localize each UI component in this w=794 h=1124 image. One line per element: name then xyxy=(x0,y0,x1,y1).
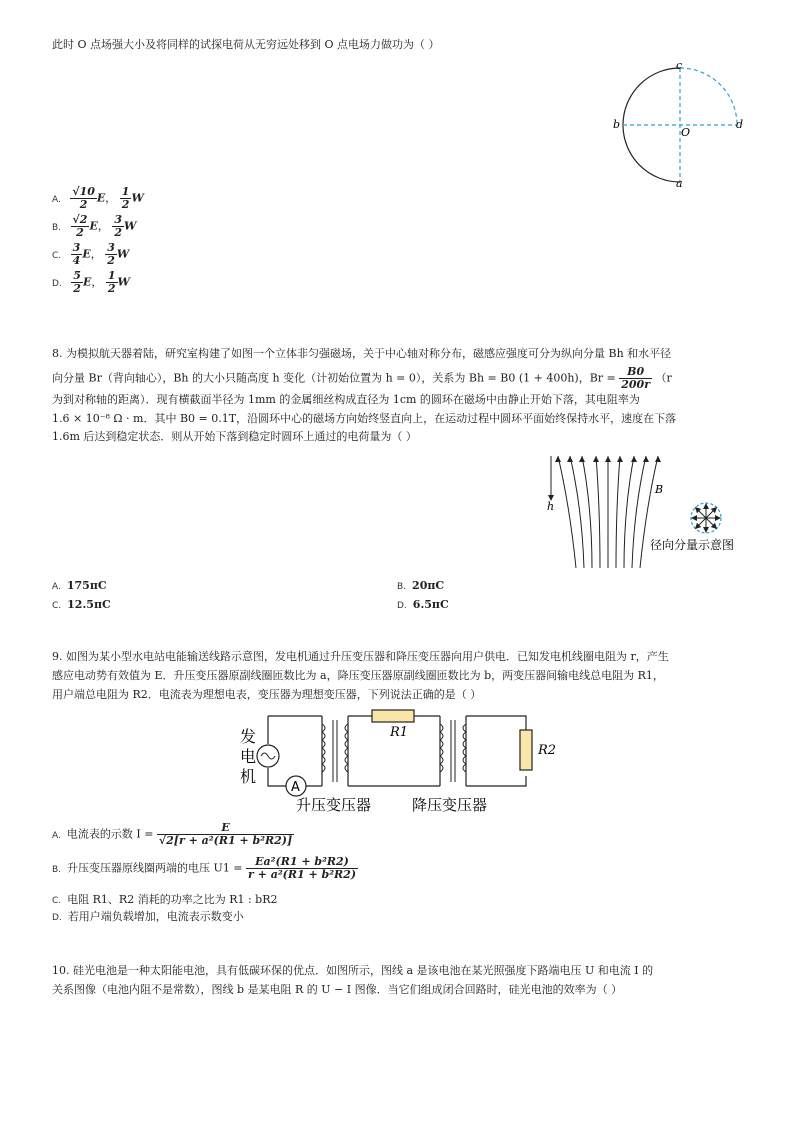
q7-option-d[interactable]: D. $\frac{5}{2}$ E， $\frac{1}{2}$ W xyxy=(52,269,130,295)
b-field-label: B xyxy=(655,483,664,496)
q8-line-2-text: 向分量 Br（背向轴心），Bh 的大小只随高度 h 变化（计初始位置为 h = 0），关系为 Bh = B0 (1 + 400h)，Br = xyxy=(52,371,616,385)
r2-resistor xyxy=(520,730,532,770)
q9-line-1: 9. 如图为某小型水电站电能输送线路示意图，发电机通过升压变压器和降压变压器向用户供电．已知发电机线圈电阻为 r，产生 xyxy=(52,650,669,663)
q8-option-a[interactable]: A. 175πC xyxy=(52,579,107,592)
q8-line-1: 8. 为模拟航天器着陆，研究室构建了如图一个立体非匀强磁场，关于中心轴对称分布，磁感应强度可分为纵向分量 Bh 和水平径 xyxy=(52,347,672,360)
br-fraction: $\frac{B0}{200r}$ xyxy=(621,365,651,391)
q8-line-2-tail: （r xyxy=(655,371,672,385)
r1-resistor xyxy=(372,710,414,722)
point-a-label: a xyxy=(676,177,683,190)
q8-line-4: 1.6 × 10⁻⁸ Ω · m．其中 B0 = 0.1T，沿圆环中心的磁场方向始终竖直向上，在运动过程中圆环平面始终保持水平，速度在下落 xyxy=(52,412,677,425)
generator-label-3: 机 xyxy=(240,767,257,786)
q8-line-5: 1.6m 后达到稳定状态．则从开始下落到稳定时圆环上通过的电荷量为（ ） xyxy=(52,430,417,443)
q7-option-a[interactable]: A. $\frac{√10}{2}$ E， $\frac{1}{2}$ W xyxy=(52,185,144,211)
point-d-label: d xyxy=(736,118,744,131)
q8-line-3: 为到对称轴的距离）．现有横截面半径为 1mm 的金属细丝构成直径为 1cm 的圆环在磁场中由静止开始下落，其电阻率为 xyxy=(52,393,640,406)
step-down-label: 降压变压器 xyxy=(412,796,488,814)
q9-option-d[interactable]: D. 若用户端负载增加，电流表示数变小 xyxy=(52,910,244,923)
r2-label: R2 xyxy=(538,743,557,758)
generator-label-1: 发 xyxy=(240,727,257,746)
q8-option-c[interactable]: C. 12.5πC xyxy=(52,598,111,611)
q7-stem-tail: 此时 O 点场强大小及将同样的试探电荷从无穷远处移到 O 点电场力做功为（ ） xyxy=(52,38,440,51)
ammeter-label: A xyxy=(291,780,300,795)
q8-magnetic-field-figure xyxy=(540,448,770,572)
q7-option-c[interactable]: C. $\frac{3}{4}$ E， $\frac{3}{2}$ W xyxy=(52,241,130,267)
point-b-label: b xyxy=(613,118,621,131)
q7-options xyxy=(52,186,144,298)
q8-option-d[interactable]: D. 6.5πC xyxy=(397,598,449,611)
generator-label-2: 电 xyxy=(240,747,257,766)
q9-option-c[interactable]: C. 电阻 R1、R2 消耗的功率之比为 R1 : bR2 xyxy=(52,893,278,906)
q9-line-3: 用户端总电阻为 R2．电流表为理想电表，变压器为理想变压器，下列说法正确的是（ ） xyxy=(52,688,482,701)
q9-circuit-figure xyxy=(230,706,570,818)
q8-line-2 xyxy=(52,366,672,391)
q8-option-b[interactable]: B. 20πC xyxy=(397,579,445,592)
r1-label: R1 xyxy=(390,725,409,740)
step-up-label: 升压变压器 xyxy=(296,796,372,814)
point-c-label: c xyxy=(676,59,683,72)
radial-component-icon xyxy=(691,503,721,533)
q9-line-2: 感应电动势有效值为 E．升压变压器原副线圈匝数比为 a，降压变压器原副线圈匝数比为 b，两变压器间输电线总电阻为 R1， xyxy=(52,669,664,682)
q9-option-a[interactable]: A. 电流表的示数 I = $\frac{E}{\text{√2[r + a²(R1 + b²R2)]}}$ xyxy=(52,821,293,847)
radial-caption: 径向分量示意图 xyxy=(650,538,735,552)
q7-option-b[interactable]: B. $\frac{√2}{2}$ E， $\frac{3}{2}$ W xyxy=(52,213,137,239)
q10-line-1: 10. 硅光电池是一种太阳能电池，具有低碳环保的优点．如图所示，图线 a 是该电池在某光照强度下路端电压 U 和电流 I 的 xyxy=(52,964,654,977)
q9-option-b[interactable]: B. 升压变压器原线圈两端的电压 U1 = $\frac{\text{Ea²(R1 + b²R2)}}{\text{r + a²(R1 + b²R2)}}$ xyxy=(52,855,357,881)
q7-semicircle-figure xyxy=(612,58,762,190)
h-axis-label: h xyxy=(547,500,555,513)
point-o-label: O xyxy=(681,126,691,139)
q10-line-2: 关系图像（电池内阻不是常数），图线 b 是某电阻 R 的 U − I 图像．当它们组成闭合回路时，硅光电池的效率为（ ） xyxy=(52,983,623,996)
